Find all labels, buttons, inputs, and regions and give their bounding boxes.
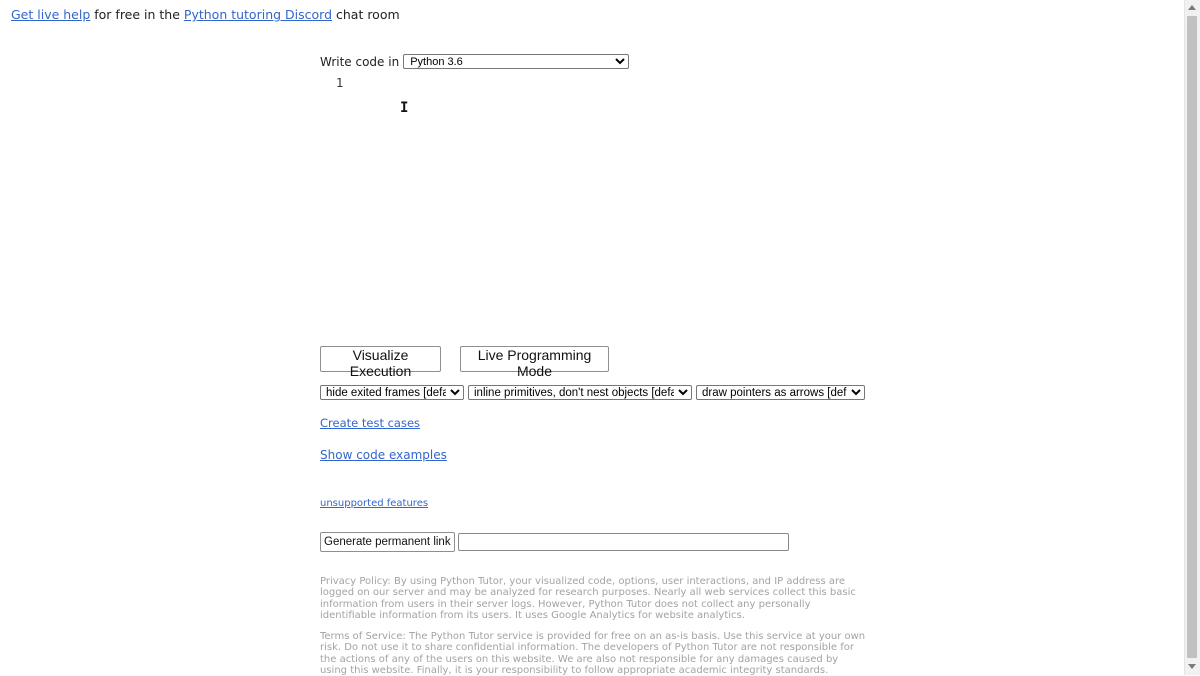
visualize-execution-button[interactable]: Visualize Execution bbox=[320, 346, 441, 372]
line-number: 1 bbox=[336, 76, 344, 90]
permalink-row bbox=[320, 532, 789, 552]
unsupported-features-link[interactable]: unsupported features bbox=[320, 498, 429, 509]
generate-permalink-button[interactable]: Generate permanent link bbox=[320, 532, 455, 552]
scroll-up-arrow-icon[interactable] bbox=[1188, 5, 1196, 10]
banner-text-2: chat room bbox=[332, 7, 400, 22]
python-tutoring-discord-link[interactable]: Python tutoring Discord bbox=[183, 7, 333, 22]
permalink-field[interactable] bbox=[458, 533, 789, 551]
language-row bbox=[320, 54, 629, 69]
get-live-help-link[interactable]: Get live help bbox=[11, 7, 91, 22]
scroll-thumb[interactable] bbox=[1187, 16, 1197, 658]
show-code-examples-link[interactable]: Show code examples bbox=[320, 448, 447, 462]
write-code-label: Write code in bbox=[320, 54, 400, 69]
code-editor[interactable] bbox=[320, 74, 880, 330]
frames-select[interactable] bbox=[320, 385, 464, 400]
vertical-scrollbar[interactable] bbox=[1184, 0, 1200, 675]
display-options-row bbox=[320, 385, 865, 400]
terms-of-service-text: Terms of Service: The Python Tutor service is provided for free on an as-is basis. Use this service at your own risk. Do not use it to share confidential information. The developers of Python Tutor are not responsible for the actions of any of the users on this website. We are also not responsible for any damages caused by using this website. Finally, it is your responsibility to follow appropriate academic integrity standards. bbox=[320, 631, 866, 676]
live-programming-button[interactable]: Live Programming Mode bbox=[460, 346, 609, 372]
pointers-select[interactable] bbox=[696, 385, 865, 400]
text-cursor-icon: I bbox=[400, 100, 409, 116]
create-test-cases-link[interactable]: Create test cases bbox=[320, 416, 421, 430]
banner-text-1: for free in the bbox=[90, 7, 184, 22]
scroll-down-arrow-icon[interactable] bbox=[1188, 664, 1196, 669]
primitives-select[interactable] bbox=[468, 385, 692, 400]
language-select[interactable] bbox=[403, 54, 629, 69]
privacy-policy-text: Privacy Policy: By using Python Tutor, your visualized code, options, user interactions, and IP address are logged on our server and may be analyzed for research purposes. Nearly all web services collect this basic information from users in their server logs. However, Python Tutor does not collect any personally identifiable information from its users. It uses Google Analytics for website analytics. bbox=[320, 576, 856, 621]
live-help-banner bbox=[11, 7, 400, 22]
